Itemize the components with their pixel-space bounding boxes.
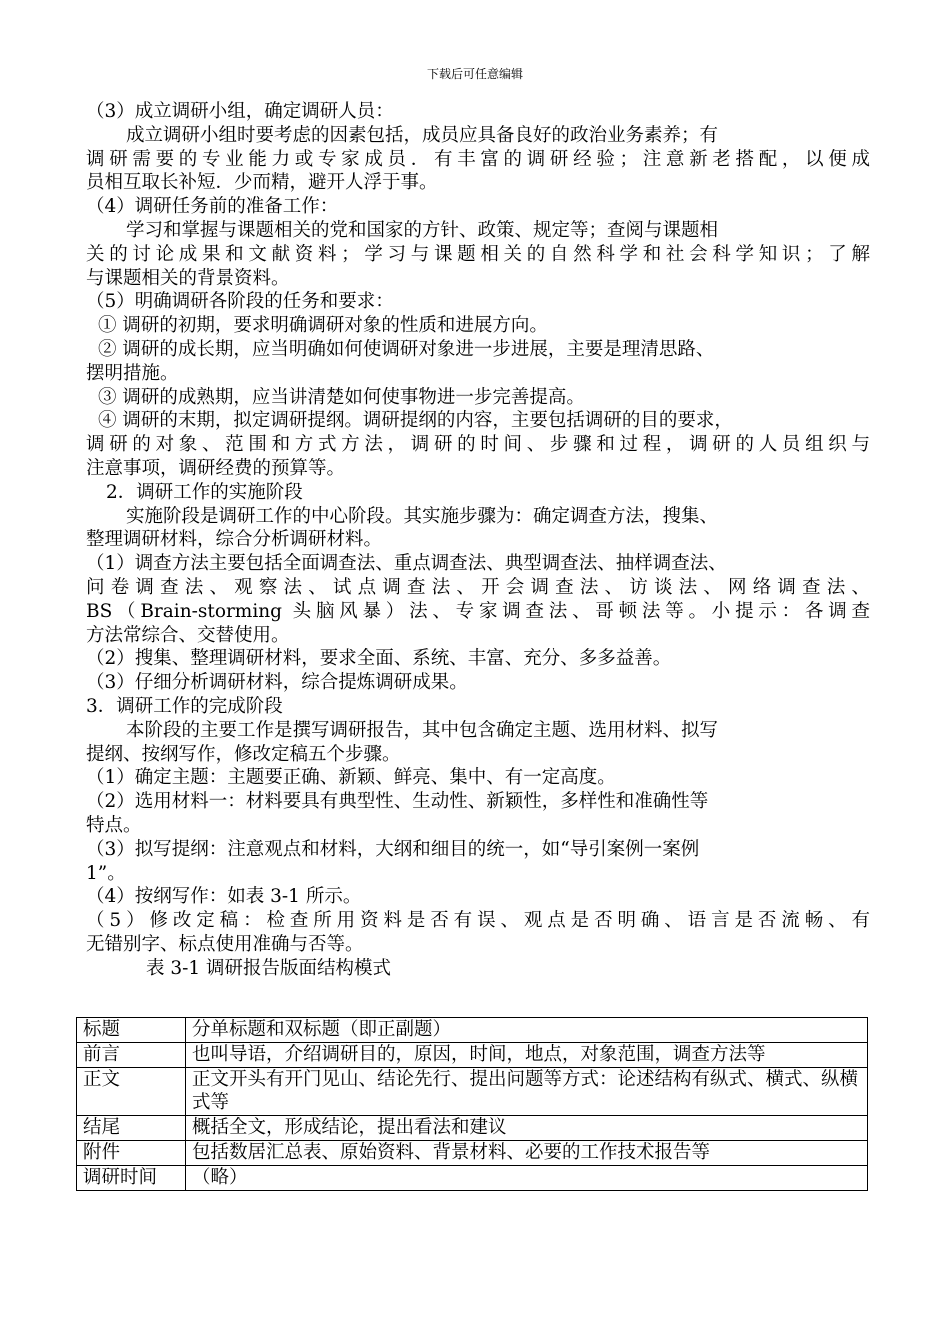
text-line: （2）搜集、整理调研材料，要求全面、系统、丰富、充分、多多益善。: [86, 648, 672, 670]
text-line: 无错别字、标点使用准确与否等。: [86, 933, 364, 955]
section-heading: 3．调研工作的完成阶段: [86, 695, 283, 717]
text-line: 本阶段的主要工作是撰写调研报告，其中包含确定主题、选用材料、拟写: [126, 719, 719, 741]
text-line: （4）按纲写作：如表 3-1 所示。: [86, 886, 362, 908]
section-heading: 2．调研工作的实施阶段: [106, 481, 303, 503]
text-line: （3）仔细分析调研材料，综合提炼调研成果。: [86, 672, 468, 694]
text-line: ③ 调研的成熟期，应当讲清楚如何使事物进一步完善提高。: [98, 386, 585, 408]
text-line: （4）调研任务前的准备工作：: [86, 196, 339, 218]
text-line: （1）调查方法主要包括全面调查法、重点调查法、典型调查法、抽样调查法、: [86, 553, 727, 575]
table-row: [77, 1042, 868, 1067]
text-line: （5）修改定稿：检查所用资料是否有误、观点是否明确、语言是否流畅、有: [86, 910, 870, 932]
table-caption: 表 3-1 调研报告版面结构模式: [146, 957, 392, 979]
text-line: 与课题相关的背景资料。: [86, 267, 290, 289]
text-line: 员相互取长补短．少而精，避开人浮于事。: [86, 172, 438, 194]
text-line: ① 调研的初期，要求明确调研对象的性质和进展方向。: [98, 315, 548, 337]
text-line: 实施阶段是调研工作的中心阶段。其实施步骤为：确定调查方法，搜集、: [126, 505, 719, 527]
text-line: 调研的对象、范围和方式方法，调研的时间、步骤和过程，调研的人员组织与: [86, 434, 870, 456]
text-line: 成立调研小组时要考虑的因素包括，成员应具备良好的政治业务素养；有: [126, 124, 719, 146]
text-line: 整理调研材料，综合分析调研材料。: [86, 529, 383, 551]
table-row-label: 前言: [77, 1042, 186, 1067]
text-line: 调研需要的专业能力或专家成员．有丰富的调研经验；注意新老搭配，以便成: [86, 148, 870, 170]
table-row: [77, 1165, 868, 1190]
document-body: [86, 100, 870, 980]
text-line: （3）成立调研小组，确定调研人员：: [86, 101, 394, 122]
table-row-content: （略）: [186, 1165, 868, 1190]
text-line: 学习和掌握与课题相关的党和国家的方针、政策、规定等；查阅与课题相: [126, 219, 719, 241]
table-row-label: 标题: [77, 1018, 186, 1043]
text-line: 注意事项，调研经费的预算等。: [86, 457, 346, 479]
table-row: [77, 1140, 868, 1165]
text-line: BS（Brain-storming 头脑风暴）法、专家调查法、哥顿法等。小提示：各调查: [86, 600, 870, 622]
text-line: ② 调研的成长期，应当明确如何使调研对象进一步进展，主要是理清思路、: [98, 338, 715, 360]
text-line: 关的讨论成果和文献资料；学习与课题相关的自然科学和社会科学知识；了解: [86, 243, 870, 265]
structure-table: [76, 1017, 868, 1191]
table-row-label: 调研时间: [77, 1165, 186, 1190]
page-header: 下载后可任意编辑: [426, 67, 523, 81]
table-row-label: 正文: [77, 1067, 186, 1116]
text-line: （3）拟写提纲：注意观点和材料，大纲和细目的统一，如“导引案例一案例: [86, 838, 700, 860]
table-row-label: 附件: [77, 1140, 186, 1165]
text-line: 特点。: [86, 814, 142, 836]
table-row: [77, 1018, 868, 1043]
text-line: （1）确定主题：主题要正确、新颖、鲜亮、集中、有一定高度。: [86, 767, 616, 789]
text-line: 提纲、按纲写作，修改定稿五个步骤。: [86, 743, 401, 765]
text-line: 1”。: [86, 862, 126, 884]
table-row-content: 包括数居汇总表、原始资料、背景材料、必要的工作技术报告等: [186, 1140, 868, 1165]
text-line: 摆明措施。: [86, 362, 179, 384]
table-row-content: 正文开头有开门见山、结论先行、提出问题等方式：论述结构有纵式、横式、纵横式等: [186, 1067, 868, 1116]
table-row: [77, 1116, 868, 1141]
table-row-content: 概括全文，形成结论，提出看法和建议: [186, 1116, 868, 1141]
text-line: 问卷调查法、观察法、试点调查法、开会调查法、访谈法、网络调查法、: [86, 576, 870, 598]
text-line: （5）明确调研各阶段的任务和要求：: [86, 291, 394, 313]
table-row-label: 结尾: [77, 1116, 186, 1141]
table-row-content: 分单标题和双标题（即正副题）: [186, 1018, 868, 1043]
text-line: ④ 调研的末期，拟定调研提纲。调研提纲的内容，主要包括调研的目的要求，: [98, 410, 733, 432]
text-line: （2）选用材料一：材料要具有典型性、生动性、新颖性，多样性和准确性等: [86, 791, 709, 813]
table-row: [77, 1067, 868, 1116]
table-row-content: 也叫导语，介绍调研目的，原因，时间，地点，对象范围，调查方法等: [186, 1042, 868, 1067]
text-line: 方法常综合、交替使用。: [86, 624, 290, 646]
